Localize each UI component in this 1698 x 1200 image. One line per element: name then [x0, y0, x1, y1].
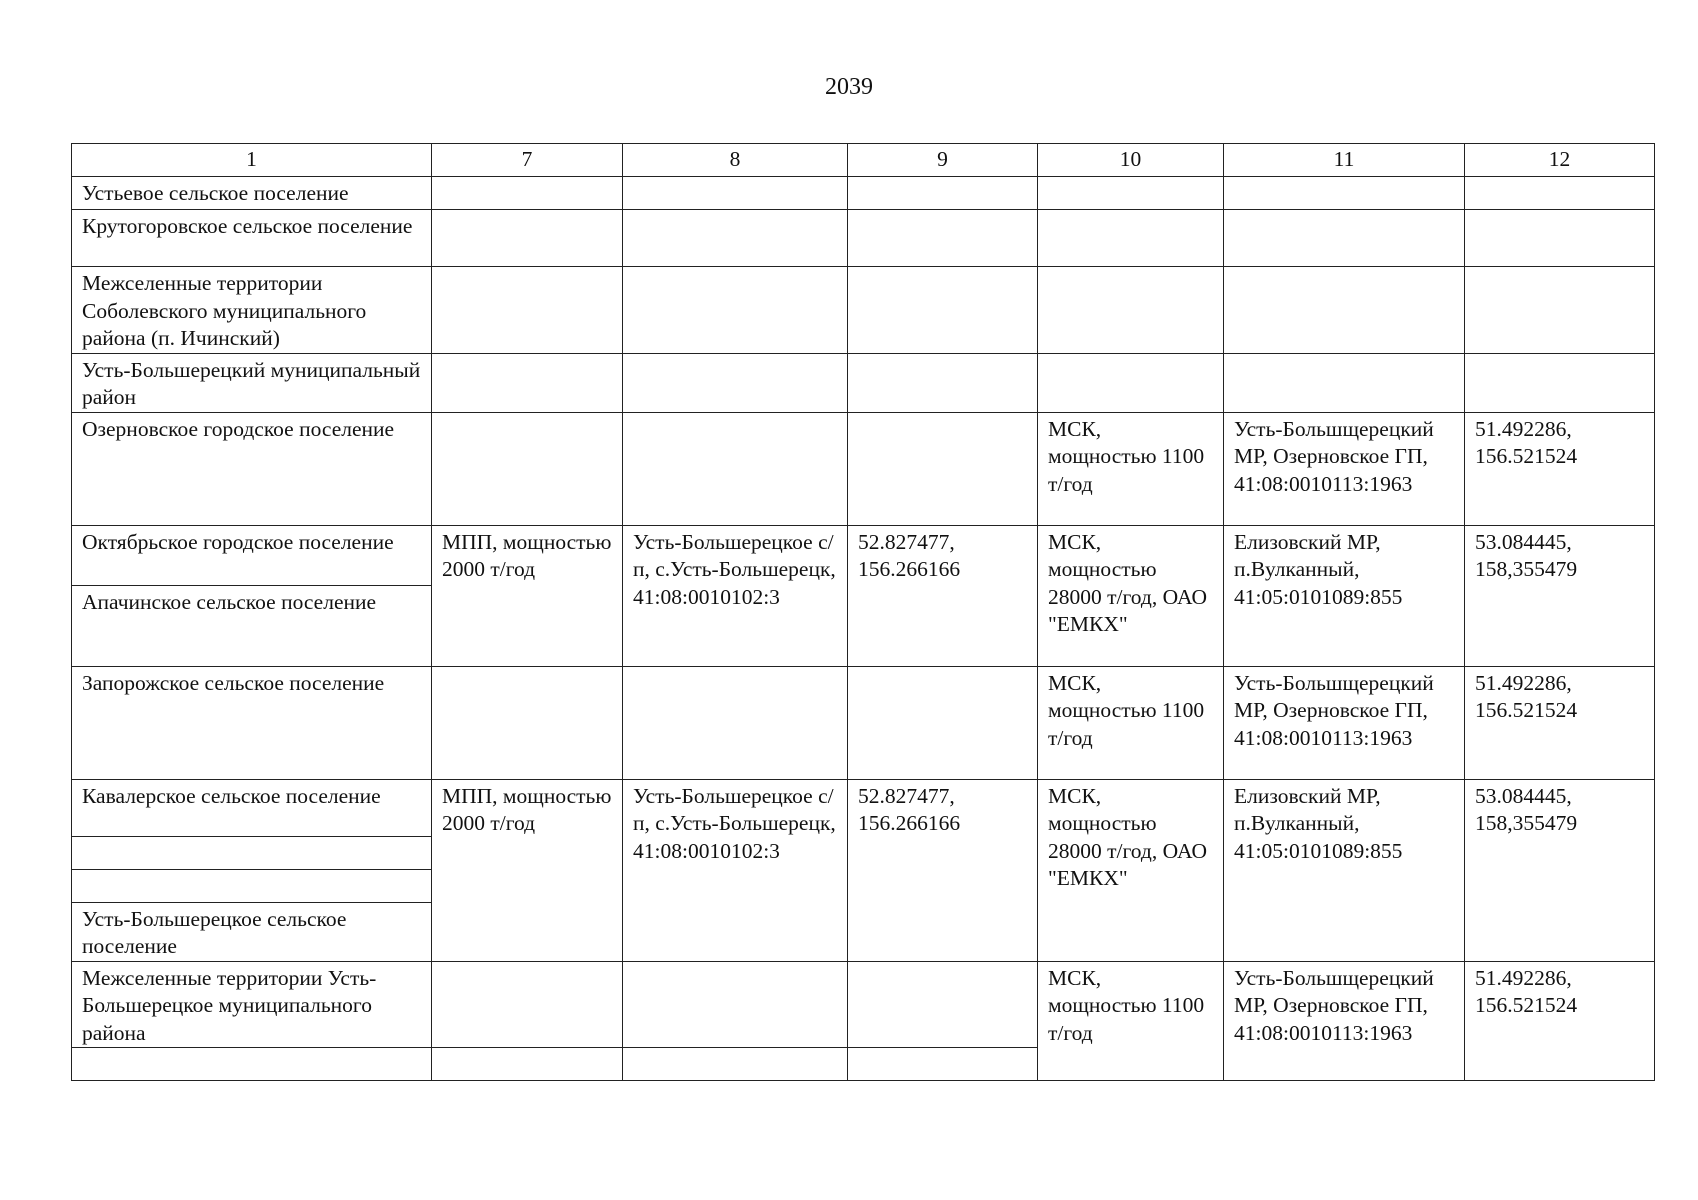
table-cell — [848, 1048, 1038, 1081]
table-row — [72, 412, 1655, 525]
settlement-name-cell: Октябрьское городское поселение — [72, 525, 432, 585]
data-table — [71, 143, 1655, 1081]
table-cell — [1465, 267, 1655, 354]
table-row — [72, 177, 1655, 210]
column-header: 10 — [1038, 144, 1224, 177]
msk-capacity-cell: МСК, мощностью 28000 т/год, ОАО "ЕМКХ" — [1038, 779, 1224, 961]
settlement-name-cell: Крутогоровское сельское поселение — [72, 210, 432, 267]
district-name-cell: Усть-Большерецкий муниципальный район — [72, 353, 432, 412]
msk-capacity-cell: МСК, мощностью 28000 т/год, ОАО "ЕМКХ" — [1038, 525, 1224, 666]
settlement-name-cell: Апачинское сельское поселение — [72, 585, 432, 666]
table-cell — [432, 412, 623, 525]
mpp-coordinates-cell: 52.827477, 156.266166 — [848, 525, 1038, 666]
table-cell — [1038, 267, 1224, 354]
table-cell — [432, 177, 623, 210]
mpp-location-cell: Усть-Большерецкое с/п, с.Усть-Большерецк, 41:08:0010102:3 — [623, 779, 848, 961]
settlement-name-cell: Кавалерское сельское поселение — [72, 779, 432, 836]
column-header: 7 — [432, 144, 623, 177]
table-cell — [1224, 210, 1465, 267]
msk-location-cell: Усть-Большщерецкий МР, Озерновское ГП, 41:08:0010113:1963 — [1224, 666, 1465, 779]
table-row — [72, 210, 1655, 267]
table-cell — [623, 267, 848, 354]
msk-capacity-cell: МСК, мощностью 1100 т/год — [1038, 961, 1224, 1081]
settlement-name-cell: Межселенные территории Усть-Большерецкое муниципального района — [72, 961, 432, 1048]
mpp-capacity-cell: МПП, мощностью 2000 т/год — [432, 525, 623, 666]
table-cell — [432, 353, 623, 412]
table-cell — [432, 961, 623, 1048]
page-number: 2039 — [825, 74, 873, 100]
table-cell — [1224, 267, 1465, 354]
table-cell — [432, 267, 623, 354]
mpp-capacity-cell: МПП, мощностью 2000 т/год — [432, 779, 623, 961]
table-cell — [72, 836, 432, 869]
msk-location-cell: Елизовский МР, п.Вулканный, 41:05:0101089:855 — [1224, 525, 1465, 666]
table-cell — [848, 961, 1038, 1048]
table-cell — [623, 353, 848, 412]
table-cell — [1038, 353, 1224, 412]
table-row — [72, 525, 1655, 585]
column-header: 8 — [623, 144, 848, 177]
table-cell — [432, 666, 623, 779]
msk-coordinates-cell: 51.492286, 156.521524 — [1465, 666, 1655, 779]
settlement-name-cell: Устьевое сельское поселение — [72, 177, 432, 210]
table-cell — [432, 1048, 623, 1081]
table-cell — [1224, 177, 1465, 210]
table-cell — [623, 961, 848, 1048]
column-header: 1 — [72, 144, 432, 177]
table-cell — [1465, 177, 1655, 210]
table-row — [72, 267, 1655, 354]
table-cell — [848, 177, 1038, 210]
table-row — [72, 961, 1655, 1048]
table-cell — [623, 666, 848, 779]
settlement-name-cell: Озерновское городское поселение — [72, 412, 432, 525]
msk-coordinates-cell: 53.084445, 158,355479 — [1465, 525, 1655, 666]
table-cell — [623, 210, 848, 267]
table-cell — [848, 267, 1038, 354]
table-cell — [1465, 210, 1655, 267]
table-cell — [848, 666, 1038, 779]
table-cell — [848, 353, 1038, 412]
table-cell — [1465, 353, 1655, 412]
table-cell — [432, 210, 623, 267]
table-row — [72, 666, 1655, 779]
table-header-row — [72, 144, 1655, 177]
msk-coordinates-cell: 51.492286, 156.521524 — [1465, 412, 1655, 525]
column-header: 9 — [848, 144, 1038, 177]
table-cell — [848, 210, 1038, 267]
table-cell — [623, 177, 848, 210]
msk-coordinates-cell: 51.492286, 156.521524 — [1465, 961, 1655, 1081]
mpp-location-cell: Усть-Большерецкое с/п, с.Усть-Большерецк, 41:08:0010102:3 — [623, 525, 848, 666]
settlement-name-cell: Запорожское сельское поселение — [72, 666, 432, 779]
column-header: 11 — [1224, 144, 1465, 177]
table-cell — [1038, 210, 1224, 267]
table-cell — [623, 1048, 848, 1081]
column-header: 12 — [1465, 144, 1655, 177]
msk-capacity-cell: МСК, мощностью 1100 т/год — [1038, 412, 1224, 525]
table-row — [72, 353, 1655, 412]
mpp-coordinates-cell: 52.827477, 156.266166 — [848, 779, 1038, 961]
msk-location-cell: Усть-Большщерецкий МР, Озерновское ГП, 41:08:0010113:1963 — [1224, 412, 1465, 525]
table-cell — [1224, 353, 1465, 412]
table-row — [72, 779, 1655, 836]
msk-capacity-cell: МСК, мощностью 1100 т/год — [1038, 666, 1224, 779]
table-cell — [72, 869, 432, 902]
table-cell — [72, 1048, 432, 1081]
table-cell — [848, 412, 1038, 525]
table-cell — [1038, 177, 1224, 210]
settlement-name-cell: Усть-Большерецкое сельское поселение — [72, 902, 432, 961]
msk-coordinates-cell: 53.084445, 158,355479 — [1465, 779, 1655, 961]
table-cell — [623, 412, 848, 525]
msk-location-cell: Усть-Большщерецкий МР, Озерновское ГП, 41:08:0010113:1963 — [1224, 961, 1465, 1081]
msk-location-cell: Елизовский МР, п.Вулканный, 41:05:0101089:855 — [1224, 779, 1465, 961]
settlement-name-cell: Межселенные территории Соболевского муниципального района (п. Ичинский) — [72, 267, 432, 354]
